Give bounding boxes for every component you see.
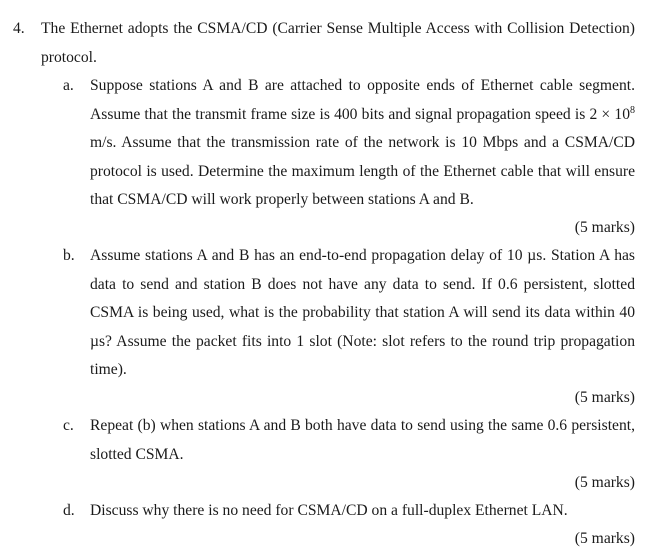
question-intro: The Ethernet adopts the CSMA/CD (Carrier Sense Multiple Access with Collision Detection) protocol. <box>41 20 635 66</box>
part-a <box>63 72 635 215</box>
part-b-marks: (5 marks) <box>574 389 635 406</box>
part-a-text <box>90 72 635 215</box>
part-a-text-start: Suppose stations A and B are attached to opposite ends of Ethernet cable segment. Assume that the transmit frame size is 400 bits and signal propagation speed is 2 × 10 <box>90 77 635 123</box>
part-a-text-end: m/s. Assume that the transmission rate of the network is 10 Mbps and a CSMA/CD protocol is used. Determine the maximum length of the Ethernet cable that will ensure that CSMA/CD will work properly between stations A and B. <box>90 134 635 208</box>
part-c-text: Repeat (b) when stations A and B both have data to send using the same 0.6 persistent, slotted CSMA. <box>90 417 635 463</box>
part-d-text: Discuss why there is no need for CSMA/CD on a full-duplex Ethernet LAN. <box>90 502 568 519</box>
part-d-marks: (5 marks) <box>574 530 635 547</box>
part-c-letter: c. <box>63 417 74 434</box>
part-b-text: Assume stations A and B has an end-to-end propagation delay of 10 µs. Station A has data to send and station B does not have any data to send. If 0.6 persistent, slotted CSMA is being used, what is the probability that station A will send its data within 40 µs? Assume the packet fits into 1 slot (Note: slot refers to the round trip propagation time). <box>90 247 635 378</box>
part-b <box>63 242 635 385</box>
part-a-exponent: 8 <box>630 104 635 116</box>
part-c <box>63 412 635 469</box>
part-a-letter: a. <box>63 77 74 94</box>
part-a-marks: (5 marks) <box>574 219 635 236</box>
part-d-letter: d. <box>63 502 75 519</box>
part-b-letter: b. <box>63 247 75 264</box>
question-number: 4. <box>13 20 25 37</box>
part-d <box>63 497 635 526</box>
part-c-marks: (5 marks) <box>574 474 635 491</box>
